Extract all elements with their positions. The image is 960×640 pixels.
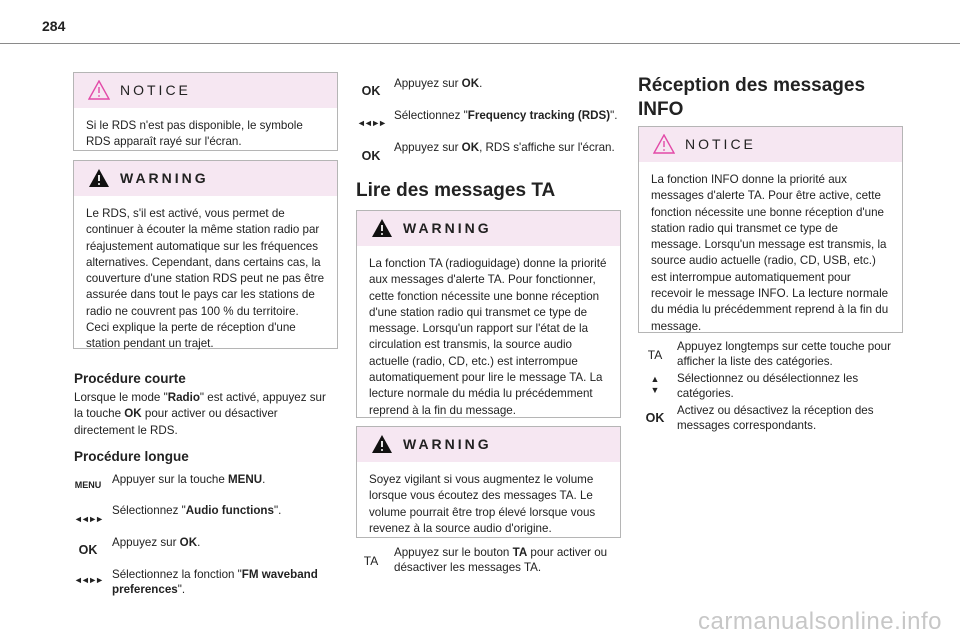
watermark: carmanualsonline.info	[698, 608, 942, 635]
notice-box-rds	[73, 72, 338, 151]
menu-key-icon: MENU	[74, 480, 102, 490]
long-procedure-title: Procédure longue	[74, 449, 189, 464]
ok-key-icon: OK	[78, 543, 98, 557]
header-rule	[0, 43, 960, 44]
seek-arrows-icon: ◄◄ ►►	[73, 514, 103, 524]
short-procedure-title: Procédure courte	[74, 371, 186, 386]
up-down-arrows-icon: ▲ ▼	[650, 374, 660, 395]
ta-step: Appuyez sur le bouton TA pour activer ou désactiver les messages TA.	[394, 546, 608, 574]
info-step-2: Sélectionnez ou désélectionnez les catégories.	[677, 372, 859, 400]
middle-step-2: Sélectionnez "Frequency tracking (RDS)".	[394, 109, 618, 122]
ta-key-icon: TA	[647, 348, 663, 362]
warning-title: WARNING	[120, 170, 209, 186]
warning-box-ta	[356, 210, 621, 418]
warning-title: WARNING	[403, 220, 492, 236]
ta-key-icon: TA	[363, 554, 379, 568]
long-step-2: Sélectionnez "Audio functions".	[112, 504, 282, 517]
ok-key-icon: OK	[361, 84, 381, 98]
seek-arrows-icon: ◄◄ ►►	[73, 575, 103, 585]
notice-title: NOTICE	[685, 136, 756, 152]
info-step-1: Appuyez longtemps sur cette touche pour afficher la liste des catégories.	[677, 340, 891, 368]
seek-arrows-icon: ◄◄ ►►	[356, 118, 386, 128]
warning-triangle-icon	[371, 434, 393, 454]
notice-triangle-icon	[653, 134, 675, 154]
warning-text: Le RDS, s'il est activé, vous permet de continuer à écouter la même station radio par réajustement automatique sur les fréquences alternatives. Cependant, dans certains cas, la couverture d'une station RDS peut ne pas être assurée dans tout le pays car les stations de radio ne couvrent pas 100 % du territoire. Ceci explique la perte de réception d'une station pendant un trajet.	[86, 207, 325, 351]
notice-triangle-icon	[88, 80, 110, 100]
warning-box-rds	[73, 160, 338, 349]
notice-text: Si le RDS n'est pas disponible, le symbole RDS apparaît rayé sur l'écran.	[86, 119, 303, 149]
long-step-4: Sélectionnez la fonction "FM waveband preferences".	[112, 568, 318, 596]
ok-key-icon: OK	[645, 411, 665, 425]
ok-key-icon: OK	[361, 149, 381, 163]
warning-text: La fonction TA (radioguidage) donne la priorité aux messages d'alerte TA. Pour fonctionner, cette fonction nécessite une bonne réception d'une station radio qui transmet ce type de message. Lorsqu'un rapport sur l'état de la circulation est transmis, la source audio actuelle (radio, CD, etc.) est interrompue automatiquement pour lire le message TA. La lecture normale du média lu précédemment reprend à la fin du message.	[369, 257, 607, 417]
short-procedure-text: Lorsque le mode "Radio" est activé, appuyez sur la touche OK pour activer ou désactiver directement le RDS.	[74, 391, 326, 437]
page-number: 284	[42, 18, 66, 34]
long-step-1: Appuyer sur la touche MENU.	[112, 473, 266, 486]
warning-triangle-icon	[371, 218, 393, 238]
warning-text: Soyez vigilant si vous augmentez le volume lorsque vous écoutez des messages TA. Le volume pourrait être trop élevé lorsque vous revenez à la source audio d'origine.	[369, 473, 596, 535]
notice-text: La fonction INFO donne la priorité aux messages d'alerte TA. Pour être active, cette fonction nécessite une bonne réception d'une station radio qui transmet ce type de message. Lorsqu'un message est transmis, la source audio actuelle (radio, CD, USB, etc.) est interrompue automatiquement pour recevoir le message INFO. La lecture normale du média lu précédemment reprend à la fin du message.	[651, 173, 889, 333]
info-section-title: Réception des messages INFO	[638, 75, 866, 120]
long-step-3: Appuyez sur OK.	[112, 536, 201, 549]
notice-title: NOTICE	[120, 82, 191, 98]
notice-box-info	[638, 126, 903, 333]
warning-box-volume	[356, 426, 621, 538]
warning-title: WARNING	[403, 436, 492, 452]
middle-step-1: Appuyez sur OK.	[394, 77, 483, 90]
warning-triangle-icon	[88, 168, 110, 188]
ta-section-title: Lire des messages TA	[356, 180, 556, 201]
middle-step-3: Appuyez sur OK, RDS s'affiche sur l'écran.	[394, 141, 615, 154]
info-step-3: Activez ou désactivez la réception des messages correspondants.	[677, 404, 874, 432]
